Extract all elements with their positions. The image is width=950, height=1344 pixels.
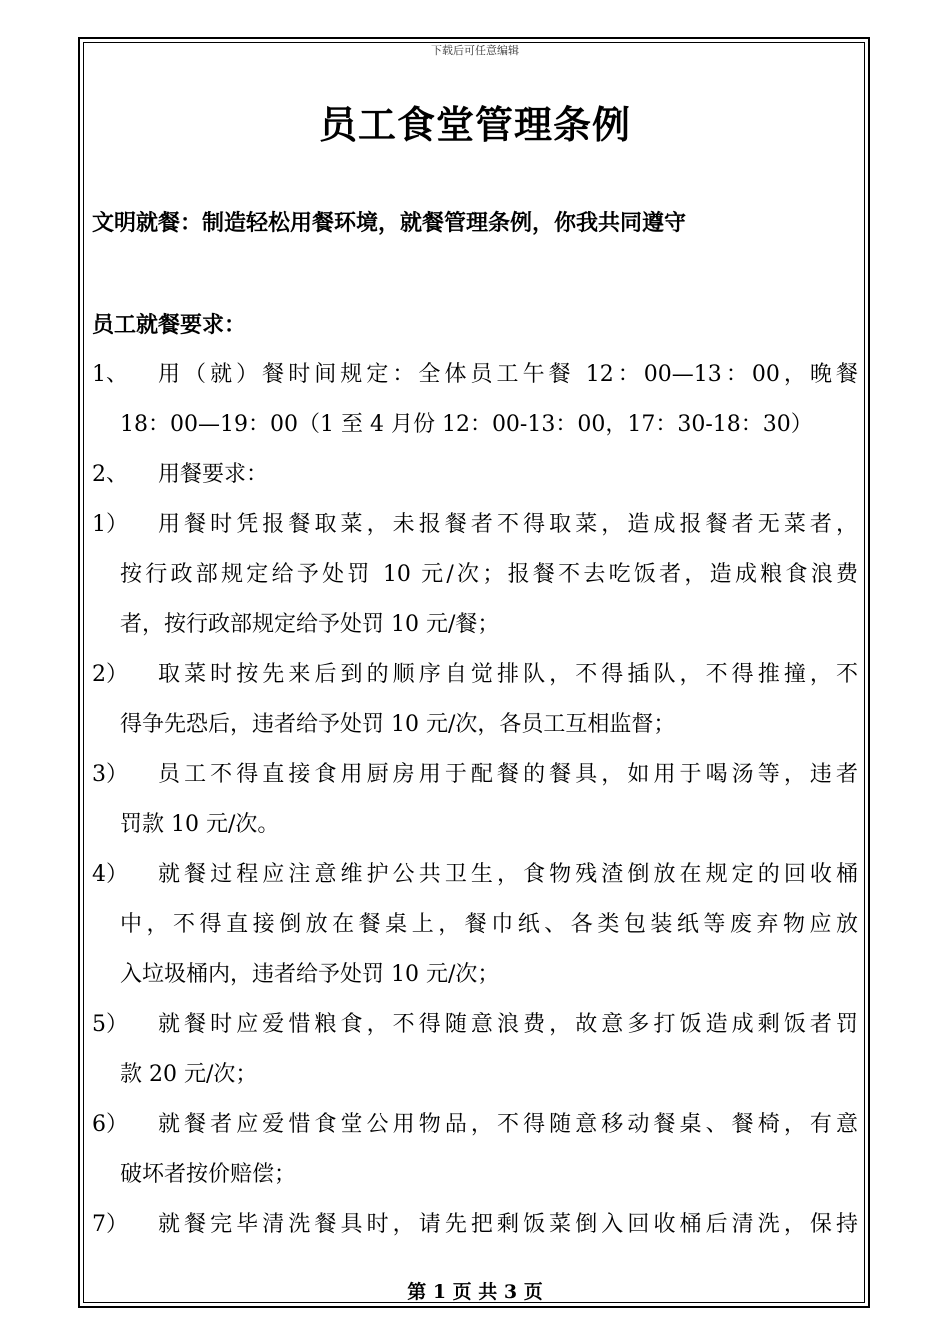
page-footer: 第 1 页 共 3 页	[407, 1281, 543, 1303]
rule-item-first-line	[92, 650, 858, 700]
rule-item-continuation: 入垃圾桶内，违者给予处罚 10 元/次；	[120, 962, 500, 987]
rule-item-text: 就餐时应爱惜粮食，不得随意浪费，故意多打饭造成剩饭者罚	[158, 1012, 858, 1037]
rule-item-number: 2、	[92, 462, 128, 487]
rule-item-continuation: 得争先恐后，违者给予处罚 10 元/次，各员工互相监督；	[120, 712, 676, 737]
rule-item-number: 6）	[92, 1112, 128, 1137]
rule-item	[92, 650, 858, 750]
rule-item-number: 5）	[92, 1012, 128, 1037]
rule-item	[92, 1100, 858, 1200]
rule-item-first-line	[92, 1200, 858, 1250]
rule-item-text: 用餐时凭报餐取菜，未报餐者不得取菜，造成报餐者无菜者，	[158, 512, 858, 537]
rule-item	[92, 850, 858, 1000]
rule-item-continuation: 者，按行政部规定给予处罚 10 元/餐；	[120, 612, 500, 637]
rule-item-continuation: 中，不得直接倒放在餐桌上，餐巾纸、各类包装纸等废弃物应放	[120, 912, 858, 937]
rule-item-number: 4）	[92, 862, 128, 887]
rule-item-first-line	[92, 1000, 858, 1050]
rule-item-first-line	[92, 350, 858, 400]
rule-item-continuation: 18：00—19：00（1 至 4 月份 12：00-13：00，17：30-18：30）	[120, 412, 813, 437]
rule-item-continuation: 款 20 元/次；	[120, 1062, 258, 1087]
rule-item-continuation: 罚款 10 元/次。	[120, 812, 280, 837]
rule-item-continuation: 破坏者按价赔偿；	[120, 1162, 297, 1187]
rule-item	[92, 450, 858, 500]
rule-item-first-line	[92, 850, 858, 900]
rule-item-number: 1、	[92, 362, 128, 387]
rule-item-text: 员工不得直接食用厨房用于配餐的餐具，如用于喝汤等，违者	[158, 762, 858, 787]
rule-item-number: 7）	[92, 1212, 128, 1237]
slogan: 文明就餐：制造轻松用餐环境，就餐管理条例，你我共同遵守	[92, 210, 687, 236]
rule-item-text: 取菜时按先来后到的顺序自觉排队，不得插队，不得推撞，不	[158, 662, 858, 687]
rule-item-text: 用（就）餐时间规定：全体员工午餐 12：00—13：00，晚餐	[158, 362, 858, 387]
rule-item-first-line	[92, 450, 858, 500]
rule-item	[92, 500, 858, 650]
section-heading: 员工就餐要求：	[92, 312, 247, 338]
rule-item-first-line	[92, 500, 858, 550]
rule-item-continuation: 按行政部规定给予处罚 10 元/次；报餐不去吃饭者，造成粮食浪费	[120, 562, 858, 587]
rule-item-first-line	[92, 750, 858, 800]
rule-item-first-line	[92, 1100, 858, 1150]
rule-item-number: 3）	[92, 762, 128, 787]
rule-item	[92, 1200, 858, 1250]
document-title: 员工食堂管理条例	[318, 102, 631, 147]
header-note: 下载后可任意编辑	[431, 44, 519, 57]
rule-item-text: 就餐完毕清洗餐具时，请先把剩饭菜倒入回收桶后清洗，保持	[158, 1212, 858, 1237]
rule-item-text: 就餐者应爱惜食堂公用物品，不得随意移动餐桌、餐椅，有意	[158, 1112, 858, 1137]
rule-item-number: 2）	[92, 662, 128, 687]
rule-item-text: 用餐要求：	[158, 462, 269, 487]
rule-item	[92, 350, 858, 450]
rule-item	[92, 750, 858, 850]
rule-item	[92, 1000, 858, 1100]
rule-item-number: 1）	[92, 512, 128, 537]
rule-item-text: 就餐过程应注意维护公共卫生，食物残渣倒放在规定的回收桶	[158, 862, 858, 887]
